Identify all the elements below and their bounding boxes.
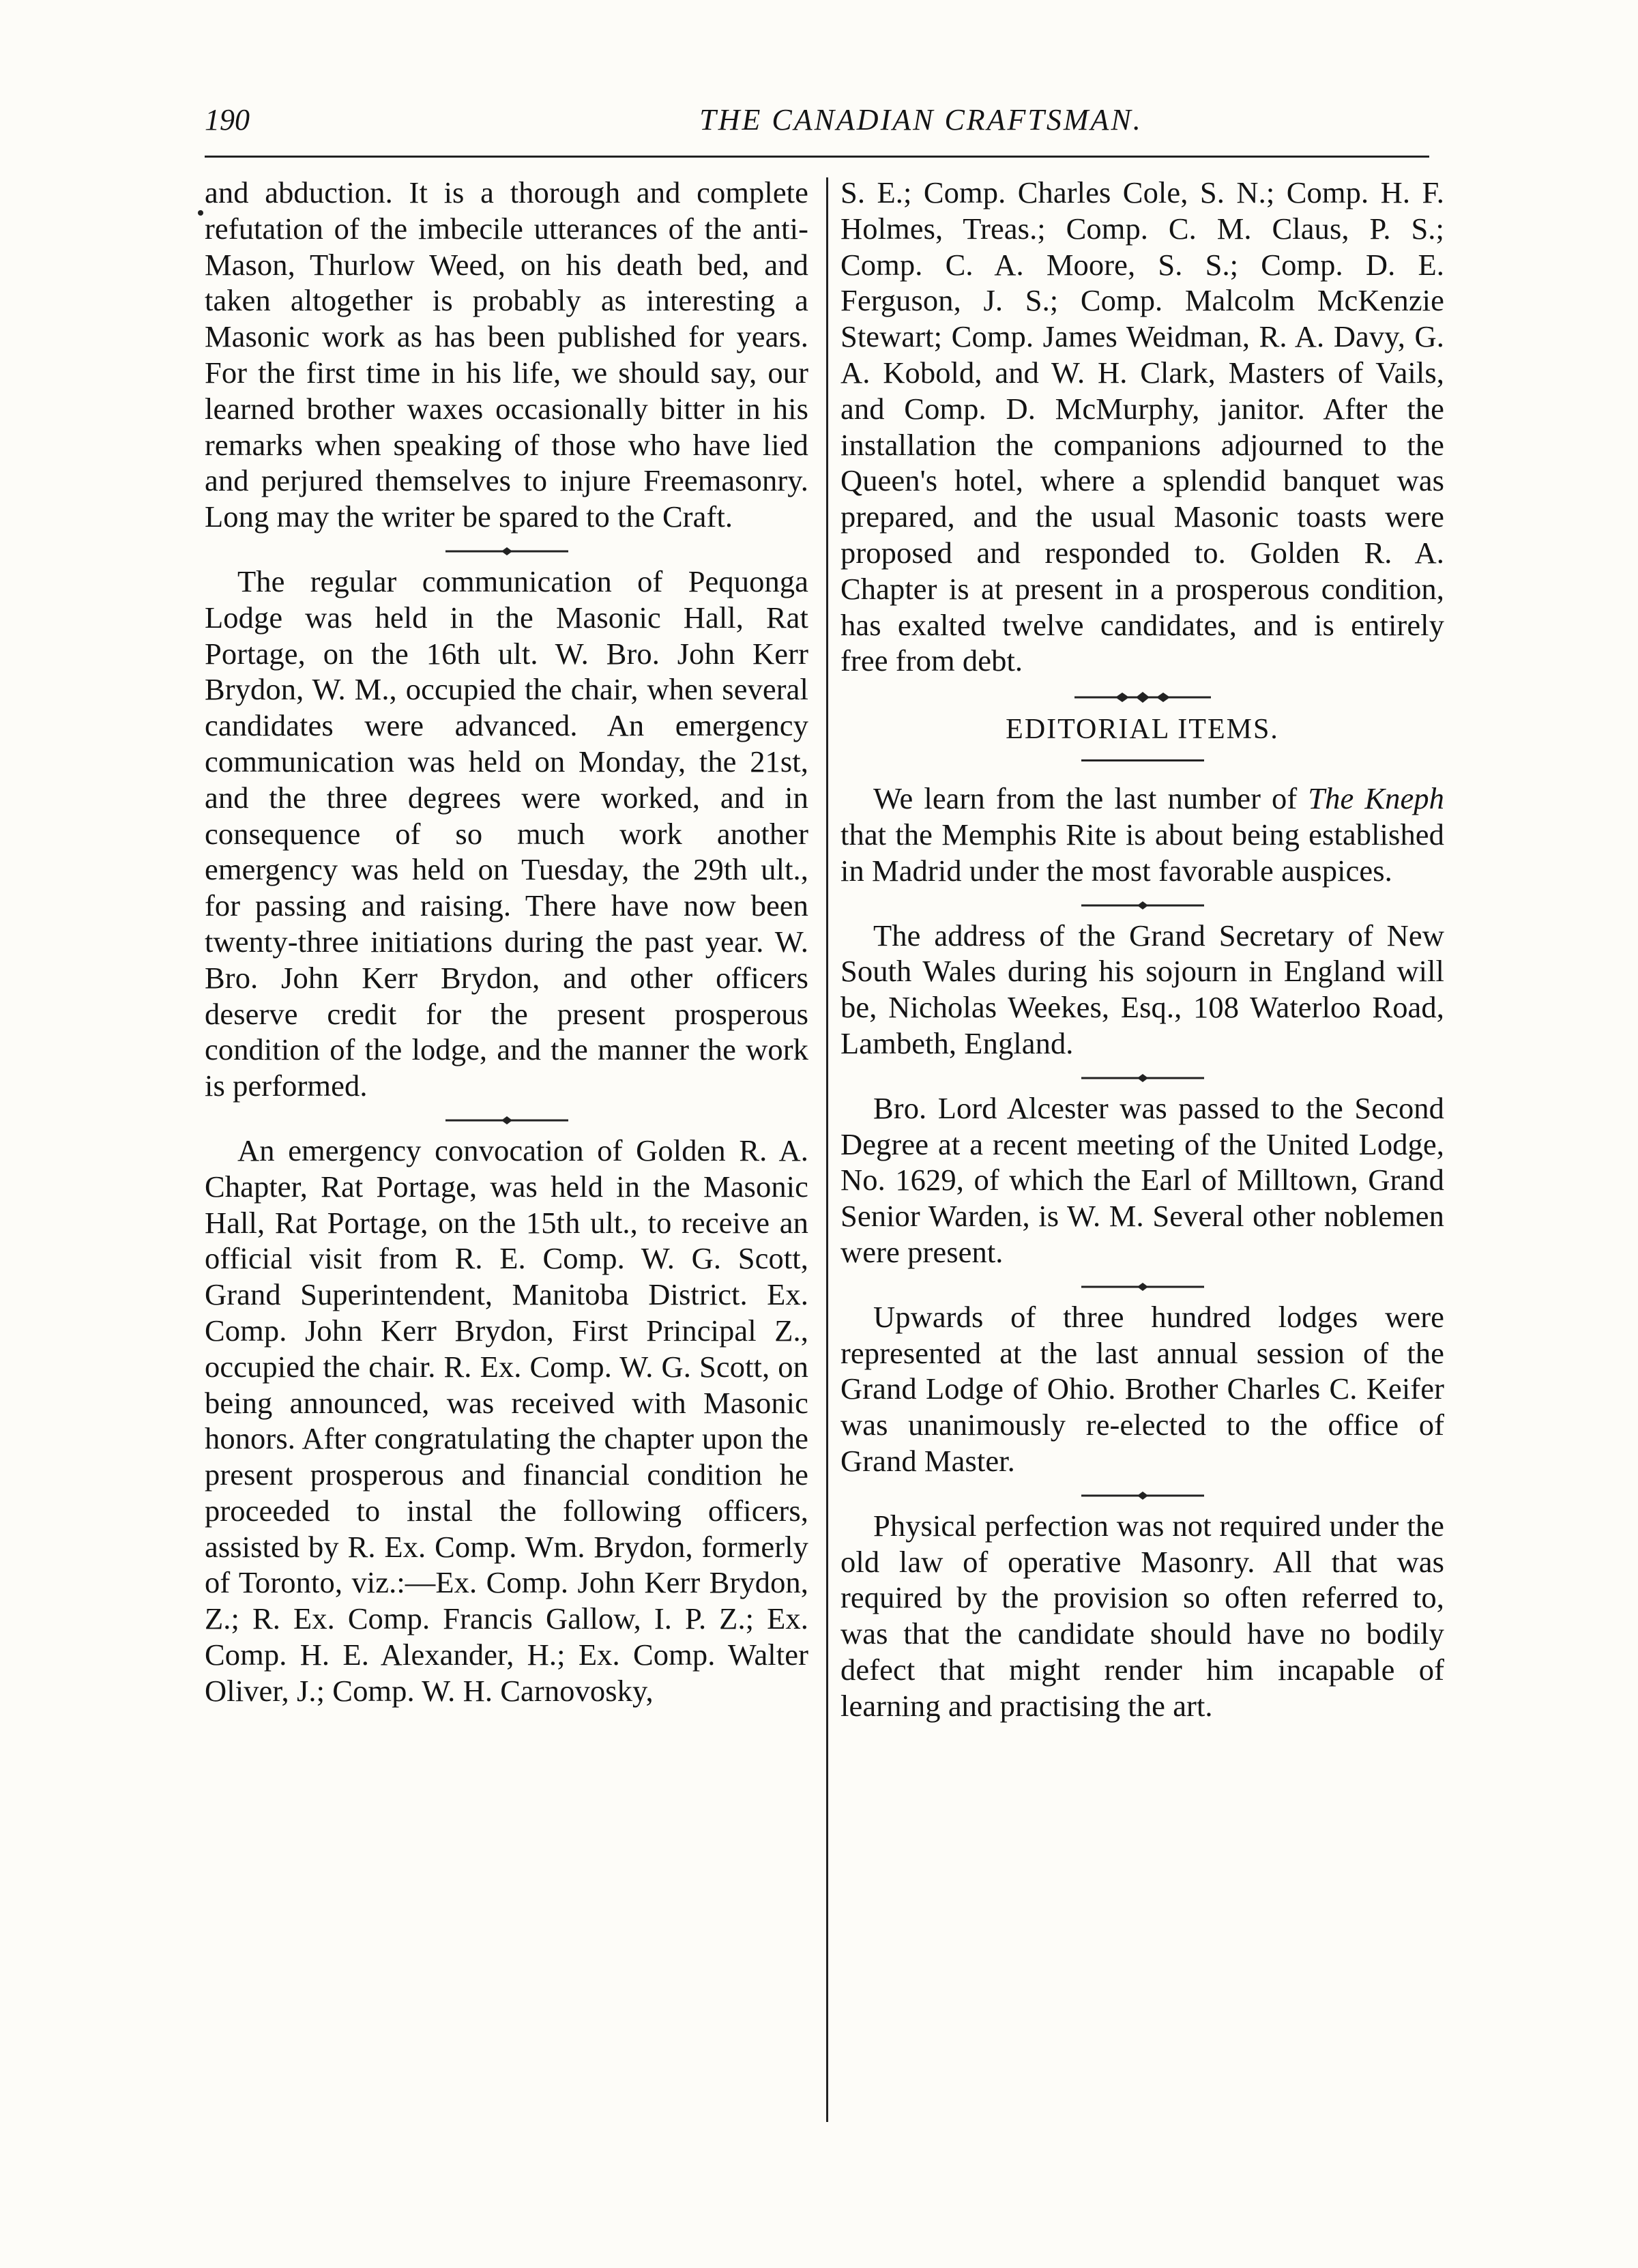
memphis-rite-text-1: We learn from the last number of (873, 781, 1308, 816)
article-continuation-paragraph: and abduction. It is a thorough and complete refutation of the imbecile utterances of the anti-Mason, Thurlow Weed, on his death bed, and taken altogether is probably as interesting a Masonic work as has been published for years. For the first time in his life, we should say, our learned brother waxes occasionally bitter in his remarks when speaking of those who have lied and perjured themselves to injure Freemasonry. Long may the writer be spared to the Craft. (205, 175, 808, 534)
separator-ornament (1081, 1483, 1204, 1508)
fancy-ornament (1074, 686, 1211, 709)
separator-ornament (445, 539, 568, 564)
margin-dot (198, 210, 203, 216)
separator-ornament (1081, 893, 1204, 918)
memphis-rite-paragraph (840, 781, 1444, 888)
running-header (205, 102, 1433, 150)
lord-alcester-paragraph: Bro. Lord Alcester was passed to the Second Degree at a recent meeting of the United Lodge, No. 1629, of which the Earl of Milltown, Grand Senior Warden, is W. M. Several other noblemen were present. (840, 1090, 1444, 1269)
ohio-grand-lodge-paragraph: Upwards of three hundred lodges were represented at the last annual session of the Grand Lodge of Ohio. Brother Charles C. Keifer was unanimously re-elected to the office of Grand Master. (840, 1299, 1444, 1478)
running-head-title: THE CANADIAN CRAFTSMAN. (699, 103, 1143, 136)
physical-perfection-paragraph: Physical perfection was not required under the old law of operative Masonry. All that was required by the provision so often referred to, was that the candidate should have no bodily defect that might render him incapable of learning and practising the art. (840, 1508, 1444, 1723)
column-divider (826, 177, 828, 2122)
officers-continuation-paragraph: S. E.; Comp. Charles Cole, S. N.; Comp. H. F. Holmes, Treas.; Comp. C. M. Claus, P. S.; Comp. C. A. Moore, S. S.; Comp. D. E. Ferguson, J. S.; Comp. Malcolm McKenzie Stewart; Comp. James Weidman, R. A. Davy, G. A. Kobold, and W. H. Clark, Masters of Vails, and Comp. D. McMurphy, janitor. After the installation the companions adjourned to the Queen's hotel, where a splendid banquet was prepared, and the usual Masonic toasts were proposed and responded to. Golden R. A. Chapter is at present in a prosperous condition, has exalted twelve candidates, and is entirely free from debt. (840, 175, 1444, 678)
separator-ornament (445, 1108, 568, 1133)
memphis-rite-text-2: that the Memphis Rite is about being established in Madrid under the most favorable auspices. (840, 817, 1444, 888)
publication-title: The Kneph (1308, 781, 1444, 816)
separator-ornament (1081, 1066, 1204, 1090)
header-rule (205, 156, 1429, 158)
pequonga-lodge-paragraph: The regular communication of Pequonga Lodge was held in the Masonic Hall, Rat Portage, on the 16th ult. W. Bro. John Kerr Brydon, W. M., occupied the chair, when several candidates were advanced. An emergency communication was held on Monday, the 21st, and the three degrees were worked, and in consequence of so much work another emergency was held on Tuesday, the 29th ult., for passing and raising. There have now been twenty-three initiations during the past year. W. Bro. John Kerr Brydon, and other officers deserve credit for the present prosperous condition of the lodge, and the manner the work is performed. (205, 564, 808, 1103)
left-column (205, 175, 808, 1709)
right-column (840, 175, 1444, 1724)
section-heading: EDITORIAL ITEMS. (1006, 714, 1279, 746)
page-number: 190 (205, 103, 250, 136)
grand-secretary-paragraph: The address of the Grand Secretary of New South Wales during his sojourn in England will be, Nicholas Weekes, Esq., 108 Waterloo Road, Lambeth, England. (840, 918, 1444, 1060)
separator-ornament (1081, 1275, 1204, 1299)
heading-rule (1081, 759, 1204, 761)
golden-chapter-paragraph: An emergency convocation of Golden R. A. Chapter, Rat Portage, was held in the Masonic Hall, Rat Portage, on the 15th ult., to receive an official visit from R. E. Comp. W. G. Scott, Grand Superintendent, Manitoba District. Ex. Comp. John Kerr Brydon, First Principal Z., occupied the chair. R. Ex. Comp. W. G. Scott, on being announced, was received with Masonic honors. After congratulating the chapter upon the present prosperous and financial condition he proceeded to instal the following officers, assisted by R. Ex. Comp. Wm. Brydon, formerly of Toronto, viz.:—Ex. Comp. John Kerr Brydon, Z.; R. Ex. Comp. Francis Gallow, I. P. Z.; Ex. Comp. H. E. Alexander, H.; Ex. Comp. Walter Oliver, J.; Comp. W. H. Carnovosky, (205, 1133, 808, 1708)
